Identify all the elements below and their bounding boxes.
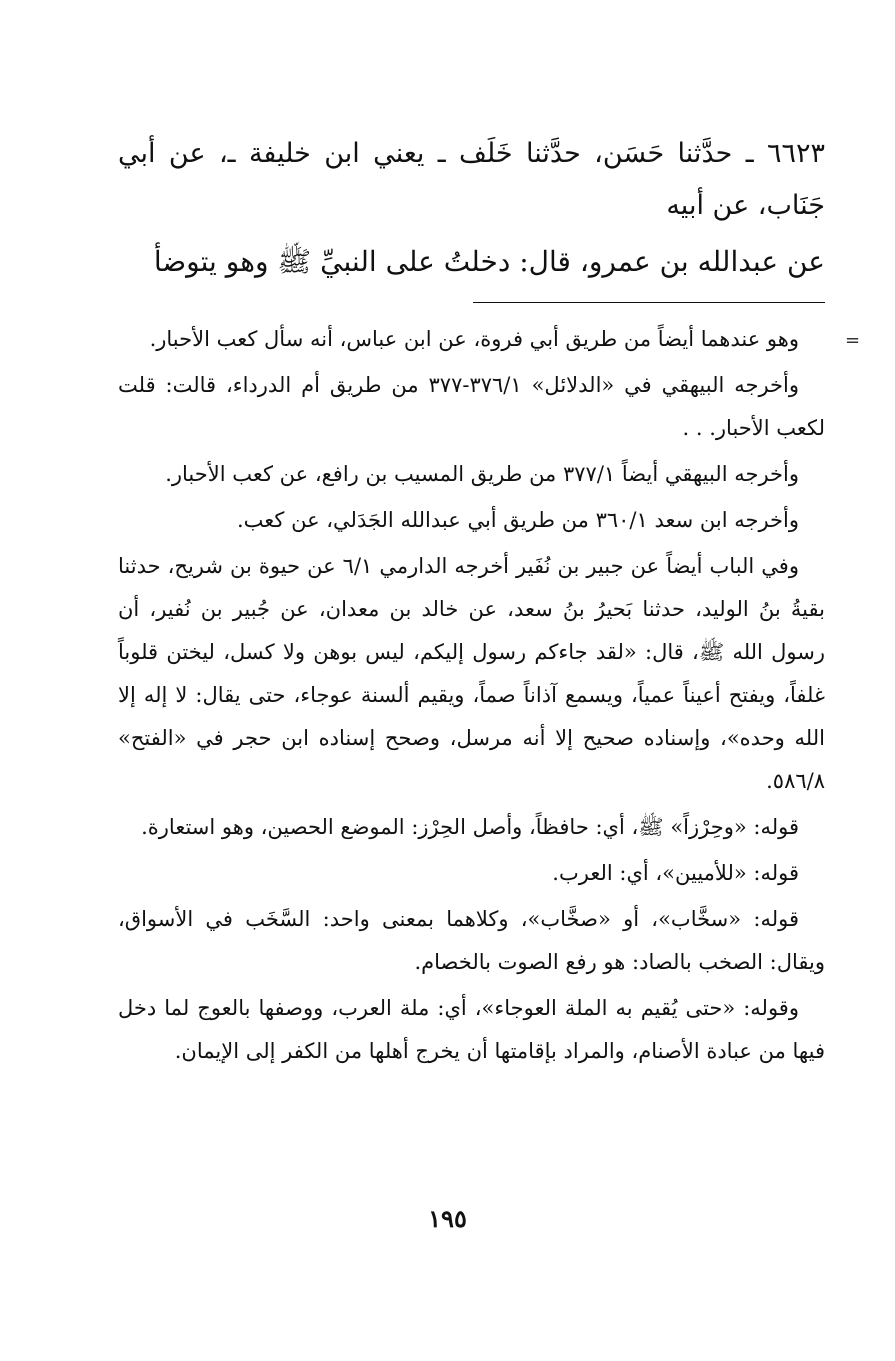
hadith-matn-line: عن عبدالله بن عمرو، قال: دخلتُ على النبيِّ ﷺ وهو يتوضأ — [153, 245, 825, 278]
footnotes — [118, 318, 825, 1076]
footnote-paragraph: قوله: «وحِرْزاً» ﷺ، أي: حافظاً، وأصل الحِرْز: الموضع الحصين، وهو استعارة. — [141, 815, 799, 839]
footnote-paragraph: وأخرجه البيهقي أيضاً ٣٧٧/١ من طريق المسيب بن رافع، عن كعب الأحبار. — [165, 462, 799, 486]
footnote-paragraph: وأخرجه ابن سعد ٣٦٠/١ من طريق أبي عبدالله الجَدَلي، عن كعب. — [236, 508, 799, 532]
page-number: ١٩٥ — [428, 1204, 467, 1233]
footnote-continuation-mark: = — [845, 330, 861, 351]
hadith-matn — [118, 236, 825, 288]
hadith-number-line: ٦٦٢٣ ـ حدَّثنا حَسَن، حدَّثنا خَلَف ـ يعني ابن خليفة ـ، عن أبي جَنَاب، عن أبيه — [118, 138, 825, 221]
footnote-paragraph: وقوله: «حتى يُقيم به الملة العوجاء»، أي: ملة العرب، ووصفها بالعوج لما دخل فيها من عبادة الأصنام، والمراد بإقامتها أن يخرج أهلها من الكفر إلى الإيمان. — [118, 996, 825, 1063]
hadith-isnad — [118, 128, 825, 232]
footnote-paragraph: وفي الباب أيضاً عن جبير بن نُفَير أخرجه الدارمي ٦/١ عن حيوة بن شريح، حدثنا بقيةُ بنُ الوليد، حدثنا بَحيرُ بنُ سعد، عن خالد بن معدان، عن جُبير بن نُفير، أن رسول الله ﷺ، قال: «لقد جاءكم رسول إليكم، ليس بوهن ولا كسل، ليختن قلوباً غلفاً، ويفتح أعيناً عمياً، ويسمع آذاناً صماً، ويقيم ألسنة عوجاء، حتى يقال: لا إله إلا الله وحده»، وإسناده صحيح إلا أنه مرسل، وصحح إسناده ابن حجر في «الفتح» ٥٨٦/٨. — [118, 554, 825, 793]
footnote-paragraph: وهو عندهما أيضاً من طريق أبي فروة، عن ابن عباس، أنه سأل كعب الأحبار. — [149, 327, 799, 351]
footnote-divider — [473, 302, 825, 303]
footnote-paragraph: وأخرجه البيهقي في «الدلائل» ٣٧٦/١-٣٧٧ من طريق أم الدرداء، قالت: قلت لكعب الأحبار. . . — [118, 373, 825, 440]
footnote-paragraph: قوله: «للأميين»، أي: العرب. — [552, 861, 799, 885]
footnote-paragraph: قوله: «سخَّاب»، أو «صخَّاب»، وكلاهما بمعنى واحد: السَّخَب في الأسواق، ويقال: الصخب بالصاد: هو رفع الصوت بالخصام. — [118, 907, 825, 974]
